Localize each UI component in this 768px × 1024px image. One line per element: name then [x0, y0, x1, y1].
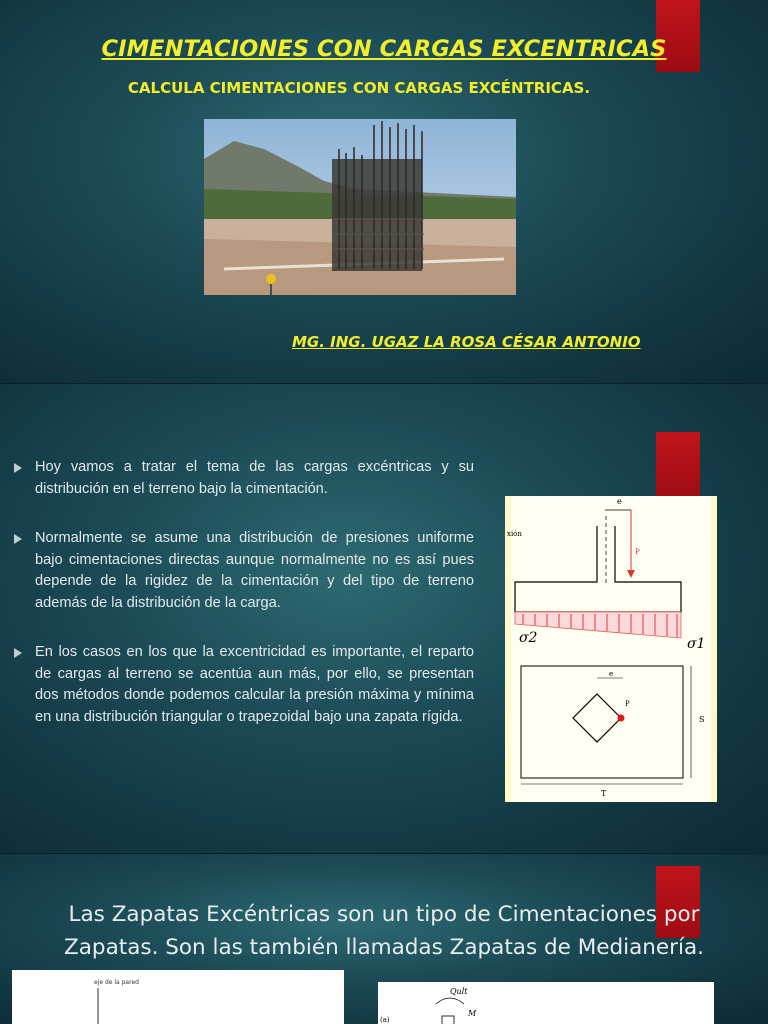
plan-eccentricity-label: e — [609, 670, 614, 678]
figure-a-label: (a) — [380, 1016, 390, 1024]
text-line-1: Las Zapatas Excéntricas son un tipo de Cimentaciones por — [68, 902, 700, 927]
triangle-bullet-icon — [14, 534, 22, 544]
eccentricity-label: e — [617, 497, 622, 506]
list-item — [14, 642, 474, 728]
load-p-label: P — [635, 548, 640, 556]
bullet-text: Normalmente se asume una distribución de presiones uniforme bajo cimentaciones directas aunque normalmente no es así pues depende de la rigidez de la cimentación y del tipo de terreno además de la distribución de la carga. — [35, 530, 474, 611]
plan-load-p-label: P — [625, 700, 630, 708]
eccentric-footing-diagram — [505, 496, 717, 802]
slide-2 — [0, 384, 768, 854]
footing-figure-right — [378, 982, 714, 1024]
sigma2-label: σ2 — [519, 630, 538, 646]
text-line-2: Zapatas. Son las también llamadas Zapatas de Medianería. — [64, 935, 704, 960]
slide-3 — [0, 854, 768, 1024]
dimension-s-label: S — [699, 715, 705, 724]
construction-photo — [204, 119, 516, 295]
triangle-bullet-icon — [14, 648, 22, 658]
qult-label: Qult — [450, 987, 468, 996]
moment-label: M — [468, 1009, 477, 1018]
bullet-list — [14, 457, 474, 756]
wall-axis-label: eje de la pared — [94, 979, 139, 986]
list-item — [14, 528, 474, 614]
bullet-text: En los casos en los que la excentricidad es importante, el reparto de cargas al terreno se acentúa aun más, por ello, se presentan dos métodos donde podemos calcular la presión máxima y mínima en una distribución triangular o trapezoidal bajo una zapata rígida. — [35, 644, 474, 725]
list-item — [14, 457, 474, 500]
slide-1 — [0, 0, 768, 384]
author-name: MG. ING. UGAZ LA ROSA CÉSAR ANTONIO — [292, 333, 641, 351]
slide-title: CIMENTACIONES CON CARGAS EXCENTRICAS — [101, 36, 667, 62]
flexion-label: xión — [507, 530, 522, 538]
slide-3-text — [0, 898, 768, 964]
dimension-t-label: T — [601, 789, 607, 798]
sigma1-label: σ1 — [687, 636, 706, 652]
rebar-columns-image — [204, 119, 516, 295]
footing-figure-left — [12, 970, 344, 1024]
triangle-bullet-icon — [14, 463, 22, 473]
bullet-text: Hoy vamos a tratar el tema de las cargas excéntricas y su distribución en el terreno bajo la cimentación. — [35, 459, 474, 497]
red-accent-tab — [656, 432, 700, 498]
slide-subtitle: CALCULA CIMENTACIONES CON CARGAS EXCÉNTRICAS. — [127, 79, 591, 97]
